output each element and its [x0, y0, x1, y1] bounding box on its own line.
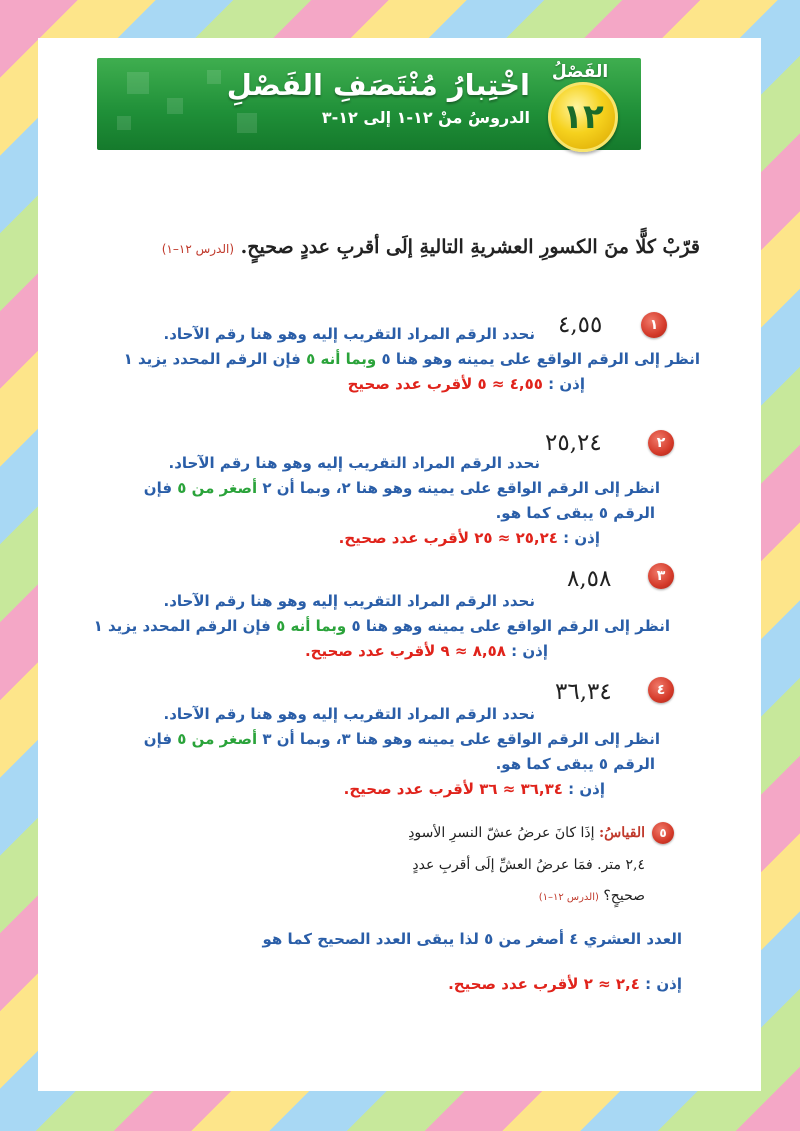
page-subtitle: الدروسُ منْ ١٢-١ إلى ١٢-٣	[321, 108, 530, 127]
solution-conclusion: إذن : ٨,٥٨ ≈ ٩ لأقرب عدد صحيح.	[304, 642, 548, 660]
solution-conclusion: إذن : ٤,٥٥ ≈ ٥ لأقرب عدد صحيح	[347, 375, 585, 393]
problem-value: ٨,٥٨	[567, 566, 612, 592]
word-problem-line: القياسُ: إذَا كانَ عرضُ عشّ النسرِ الأسودِ	[408, 825, 645, 841]
solution-line: نحدد الرقم المراد التقريب إليه وهو هنا رقم الآحاد.	[168, 454, 540, 472]
page-title: اخْتِبارُ مُنْتَصَفِ الفَصْلِ	[226, 68, 530, 102]
lesson-reference: (الدرس ١٢–١)	[161, 242, 234, 256]
solution-line: نحدد الرقم المراد التقريب إليه وهو هنا رقم الآحاد.	[163, 705, 535, 723]
problem-number-badge: ٥	[652, 822, 674, 844]
solution-line: انظر إلى الرقم الواقع على يمينه وهو هنا ٥ وبما أنه ٥ فإن الرقم المحدد يزيد ١	[123, 350, 700, 368]
problem-value: ٣٦,٣٤	[555, 679, 612, 705]
solution-line: انظر إلى الرقم الواقع على يمينه وهو هنا ٢، وبما أن ٢ أصغر من ٥ فإن	[143, 479, 660, 497]
chapter-number-badge: ١٢	[548, 82, 618, 152]
problem-number-badge: ١	[641, 312, 667, 338]
word-problem-answer: العدد العشري ٤ أصغر من ٥ لذا يبقى العدد الصحيح كما هو	[262, 930, 682, 948]
word-problem-conclusion: إذن : ٢,٤ ≈ ٢ لأقرب عدد صحيح.	[448, 975, 682, 993]
problem-value: ٢٥,٢٤	[545, 430, 602, 456]
solution-line: الرقم ٥ يبقى كما هو.	[495, 504, 655, 522]
problem-value: ٤,٥٥	[558, 312, 603, 338]
solution-conclusion: إذن : ٢٥,٢٤ ≈ ٢٥ لأقرب عدد صحيح.	[338, 529, 600, 547]
instruction	[140, 225, 700, 271]
problem-number-badge: ٢	[648, 430, 674, 456]
solution-line: انظر إلى الرقم الواقع على يمينه وهو هنا ٥ وبما أنه ٥ فإن الرقم المحدد يزيد ١	[93, 617, 670, 635]
instruction-text: قرّبْ كلًّا منَ الكسورِ العشريةِ التاليةِ إلَى أقربِ عددٍ صحيحٍ.	[240, 236, 700, 258]
word-problem-line: صحيحٍ؟ (الدرس ١٢–١)	[538, 888, 645, 904]
solution-conclusion: إذن : ٣٦,٣٤ ≈ ٣٦ لأقرب عدد صحيح.	[343, 780, 605, 798]
chapter-word: الفَصْلُ	[551, 62, 609, 82]
solution-line: انظر إلى الرقم الواقع على يمينه وهو هنا ٣، وبما أن ٣ أصغر من ٥ فإن	[143, 730, 660, 748]
problem-number-badge: ٣	[648, 563, 674, 589]
solution-line: نحدد الرقم المراد التقريب إليه وهو هنا رقم الآحاد.	[163, 592, 535, 610]
solution-line: الرقم ٥ يبقى كما هو.	[495, 755, 655, 773]
word-problem-line: ٢,٤ متر. فمَا عرضُ العشِّ إلَى أقربِ عددٍ	[412, 857, 645, 873]
problem-number-badge: ٤	[648, 677, 674, 703]
solution-line: نحدد الرقم المراد التقريب إليه وهو هنا رقم الآحاد.	[163, 325, 535, 343]
